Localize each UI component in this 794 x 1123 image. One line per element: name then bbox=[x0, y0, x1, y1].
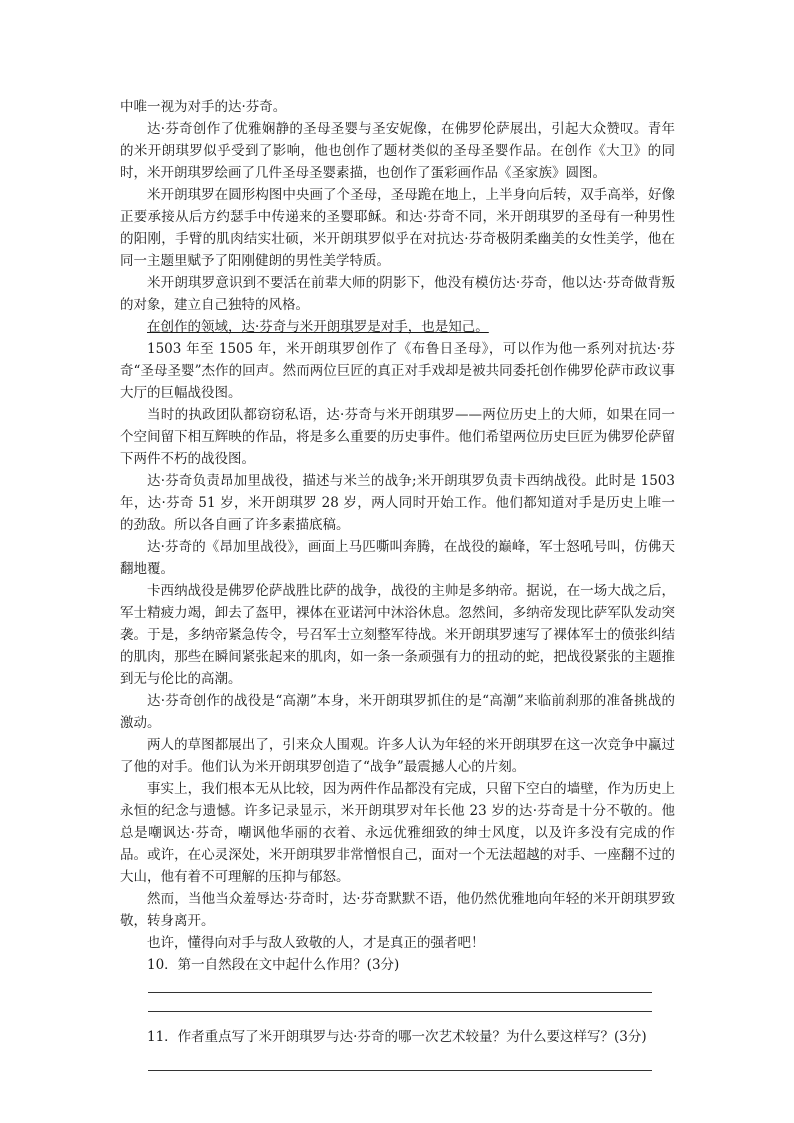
paragraph-11: 达·芬奇创作的战役是“高潮”本身，米开朗琪罗抓住的是“高潮”来临前刹那的准备挑战的激动。 bbox=[120, 693, 675, 731]
paragraph-3: 米开朗琪罗在圆形构图中央画了个圣母，圣母跪在地上，上半身向后转，双手高举，好像正要承接从后方约瑟手中传递来的圣婴耶稣。和达·芬奇不同，米开朗琪罗的圣母有一种男性的阳刚，手臂的肌肉结实壮硕，米开朗琪罗似乎在对抗达·芬奇极阴柔幽美的女性美学，他在同一主题里赋予了阳刚健朗的男性美学特质。 bbox=[120, 187, 675, 269]
paragraph-4: 米开朗琪罗意识到不要活在前辈大师的阴影下，他没有模仿达·芬奇，他以达·芬奇做背叛的对象，建立自己独特的风格。 bbox=[120, 275, 675, 313]
paragraph-7: 当时的执政团队都窃窃私语，达·芬奇与米开朗琪罗——两位历史上的大师，如果在同一个空间留下相互辉映的作品，将是多么重要的历史事件。他们希望两位历史巨匠为佛罗伦萨留下两件不朽的战役图。 bbox=[120, 407, 675, 467]
answer-line-10-2[interactable] bbox=[148, 1011, 652, 1012]
paragraph-8: 达·芬奇负责昂加里战役，描述与米兰的战争;米开朗琪罗负责卡西纳战役。此时是 1503年，达·芬奇 51 岁，米开朗琪罗 28 岁，两人同时开始工作。他们都知道对手是历史上唯一的劲敌。所以各自画了许多素描底稿。 bbox=[120, 473, 675, 533]
paragraph-2: 达·芬奇创作了优雅娴静的圣母圣婴与圣安妮像，在佛罗伦萨展出，引起大众赞叹。青年的米开朗琪罗似乎受到了影响，他也创作了题材类似的圣母圣婴作品。在创作《大卫》的同时，米开朗琪罗绘画了几件圣母圣婴素描，也创作了蛋彩画作品《圣家族》圆图。 bbox=[120, 121, 675, 181]
question-11: 11．作者重点写了米开朗琪罗与达·芬奇的哪一次艺术较量？为什么要这样写？(3分) bbox=[147, 1029, 647, 1045]
paragraph-9: 达·芬奇的《昂加里战役》，画面上马匹嘶叫奔腾，在战役的巅峰，军士怒吼号叫，仿佛天翻地覆。 bbox=[120, 539, 675, 577]
paragraph-15: 也许，懂得向对手与敌人致敬的人，才是真正的强者吧！ bbox=[147, 935, 485, 951]
paragraph-12: 两人的草图都展出了，引来众人围观。许多人认为年轻的米开朗琪罗在这一次竞争中赢过了他的对手。他们认为米开朗琪罗创造了“战争”最震撼人心的片刻。 bbox=[120, 737, 675, 775]
paragraph-14: 然而，当他当众羞辱达·芬奇时，达·芬奇默默不语，他仍然优雅地向年轻的米开朗琪罗致敬，转身离开。 bbox=[120, 891, 675, 929]
answer-line-11-1[interactable] bbox=[148, 1070, 652, 1071]
paragraph-13: 事实上，我们根本无从比较，因为两件作品都没有完成，只留下空白的墙壁，作为历史上永恒的纪念与遗憾。许多记录显示，米开朗琪罗对年长他 23 岁的达·芬奇是十分不敬的。他总是嘲讽达·芬奇，嘲讽他华丽的衣着、永远优雅细致的绅士风度，以及许多没有完成的作品。或许，在心灵深处，米开朗琪罗非常憎恨自己，面对一个无法超越的对手、一座翻不过的大山，他有着不可理解的压抑与郁怒。 bbox=[120, 781, 675, 885]
document-page bbox=[120, 96, 675, 1071]
underlined-sentence: 在创作的领域，达·芬奇与米开朗琪罗是对手，也是知己。 bbox=[147, 319, 489, 335]
paragraph-6: 1503 年至 1505 年，米开朗琪罗创作了《布鲁日圣母》，可以作为他一系列对抗达·芬奇“圣母圣婴”杰作的回声。然而两位巨匠的真正对手戏却是被共同委托创作佛罗伦萨市政议事大厅的巨幅战役图。 bbox=[120, 341, 675, 401]
paragraph-10: 卡西纳战役是佛罗伦萨战胜比萨的战争，战役的主帅是多纳帝。据说，在一场大战之后，军士精疲力竭，卸去了盔甲，裸体在亚诺河中沐浴休息。忽然间，多纳帝发现比萨军队发动突袭。于是，多纳帝紧急传令，号召军士立刻整军待战。米开朗琪罗速写了裸体军士的偾张纠结的肌肉，那些在瞬间紧张起来的肌肉，如一条一条顽强有力的扭动的蛇，把战役紧张的主题推到无与伦比的高潮。 bbox=[120, 583, 675, 687]
question-10: 10．第一自然段在文中起什么作用？(3分) bbox=[147, 957, 400, 973]
paragraph-5-underlined bbox=[120, 316, 675, 338]
paragraph-1: 中唯一视为对手的达·芬奇。 bbox=[120, 99, 287, 115]
answer-line-10-1[interactable] bbox=[148, 992, 652, 993]
